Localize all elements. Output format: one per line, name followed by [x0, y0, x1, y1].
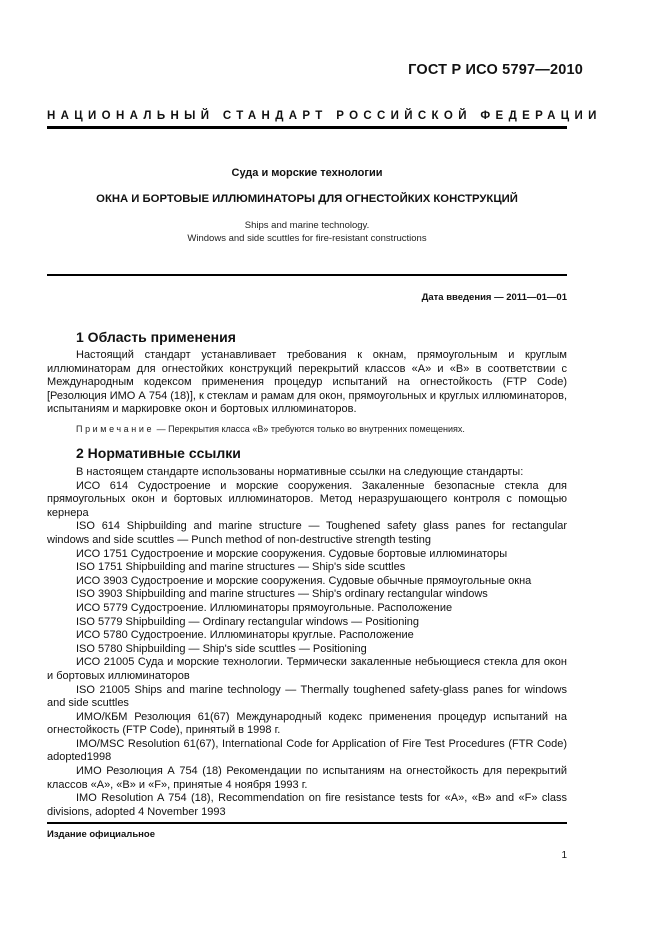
- official-edition-label: Издание официальное: [47, 829, 155, 840]
- document-subject: Суда и морские технологии: [231, 167, 383, 179]
- note-text: — Перекрытия класса «В» требуются только во внутренних помещениях.: [154, 424, 465, 434]
- section-2-heading: 2 Нормативные ссылки: [76, 445, 241, 461]
- footer-divider: [47, 822, 567, 824]
- date-of-introduction: Дата введения — 2011—01—01: [421, 292, 567, 303]
- note: [76, 424, 465, 434]
- document-title: ОКНА И БОРТОВЫЕ ИЛЛЮМИНАТОРЫ ДЛЯ ОГНЕСТОЙКИХ КОНСТРУКЦИЙ: [96, 193, 518, 205]
- header-divider: [47, 126, 567, 129]
- english-title: [47, 219, 567, 245]
- title-divider: [47, 274, 567, 276]
- section-1-heading: 1 Область применения: [76, 329, 236, 345]
- note-label: Примечание: [76, 424, 155, 434]
- reference-item: ИМО/КБМ Резолюция 61(67) Международный кодекс применения процедур испытаний на огнестойкость (FTP Code), принятый в 1998 г.: [47, 710, 567, 737]
- page-number: 1: [561, 850, 567, 861]
- scope-paragraph: Настоящий стандарт устанавливает требования к окнам, прямоугольным и круглым иллюминаторам для огнестойких конструкций перекрытий классов «А» и «В» в соответствии с Международным кодексом применения процедур испытаний на огнестойкость (FTP Code) [Резолюция ИМО А 754 (18)], к стеклам и рамам для окон, прямоугольных и круглых иллюминаторов, испытаниям и маркировке окон и бортовых иллюминаторов.: [47, 349, 567, 416]
- english-title-line-2: Windows and side scuttles for fire-resistant constructions: [187, 233, 427, 244]
- reference-item: ИСО 1751 Судостроение и морские сооружения. Судовые бортовые иллюминаторы: [76, 547, 508, 560]
- reference-item: ISO 21005 Ships and marine technology — Thermally toughened safety-glass panes for windows and side scuttles: [47, 683, 567, 710]
- reference-item: ISO 5780 Shipbuilding — Ship's side scuttles — Positioning: [76, 642, 367, 655]
- reference-item: ISO 5779 Shipbuilding — Ordinary rectangular windows — Positioning: [76, 615, 420, 628]
- reference-item: ИСО 3903 Судостроение и морские сооружения. Судовые обычные прямоугольные окна: [76, 574, 532, 587]
- references-intro: В настоящем стандарте использованы нормативные ссылки на следующие стандарты:: [76, 466, 524, 478]
- reference-item: IMO Resolution A 754 (18), Recommendation on fire resistance tests for «A», «B» and «F» class divisions, adopted 4 November 1993: [47, 792, 567, 818]
- reference-item: IMO/MSC Resolution 61(67), International Code for Application of Fire Test Procedures (FTR Code) adopted1998: [47, 737, 567, 764]
- reference-item: ИСО 5780 Судостроение. Иллюминаторы круглые. Расположение: [76, 629, 414, 642]
- reference-item: ISO 614 Shipbuilding and marine structure — Toughened safety glass panes for rectangular windows and side scuttles — Punch method of non-destructive strength testing: [47, 520, 567, 546]
- reference-item: ИСО 21005 Суда и морские технологии. Термически закаленные небьющиеся стекла для окон и бортовых иллюминаторов: [47, 656, 567, 682]
- standard-code: ГОСТ Р ИСО 5797—2010: [408, 62, 583, 78]
- reference-item: ИСО 5779 Судостроение. Иллюминаторы прямоугольные. Расположение: [76, 601, 453, 614]
- national-standard-banner: НАЦИОНАЛЬНЫЙ СТАНДАРТ РОССИЙСКОЙ ФЕДЕРАЦИИ: [47, 110, 602, 122]
- reference-item: ИСО 614 Судостроение и морские сооружения. Закаленные безопасные стекла для прямоугольных окон и бортовых иллюминаторов. Метод неразрушающего контроля с помощью кернера: [47, 479, 567, 519]
- reference-item: ИМО Резолюция А 754 (18) Рекомендации по испытаниям на огнестойкость для перекрытий классов «А», «В» и «F», принятые 4 ноября 1993 г.: [47, 765, 567, 791]
- english-title-line-1: Ships and marine technology.: [244, 220, 370, 231]
- reference-item: ISO 3903 Shipbuilding and marine structures — Ship's ordinary rectangular windows: [76, 588, 488, 601]
- reference-item: ISO 1751 Shipbuilding and marine structures — Ship's side scuttles: [76, 561, 406, 574]
- normative-references-list: [47, 466, 567, 819]
